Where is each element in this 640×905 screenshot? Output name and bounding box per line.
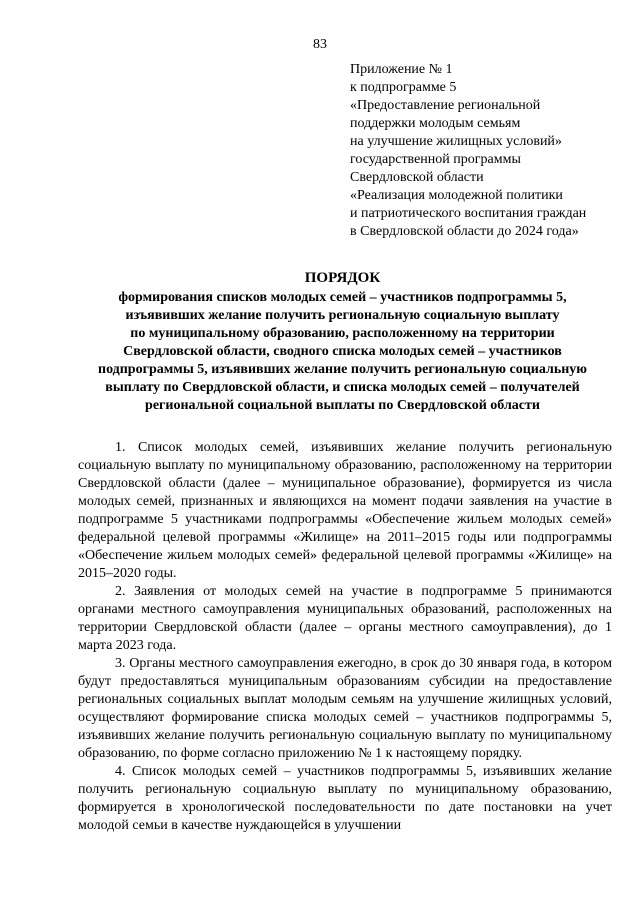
paragraph-2: 2. Заявления от молодых семей на участие в подпрограмме 5 принимаются органами местного самоуправления муниципальных образований, расположенных на территории Свердловской области (далее – органы местного самоуправления), до 1 марта 2023 года. <box>78 584 612 653</box>
title-subtitle <box>60 289 625 415</box>
title-line: Свердловской области, сводного списка молодых семей – участников <box>123 344 562 359</box>
page-number: 83 <box>313 37 327 52</box>
paragraph-4: 4. Список молодых семей – участников подпрограммы 5, изъявивших желание получить региональную социальную выплату по муниципальному образованию, формируется в хронологической последовательности по дате постановки на учет молодой семьи в качестве нуждающейся в улучшении <box>78 764 612 833</box>
appendix-line: «Реализация молодежной политики <box>350 188 563 203</box>
paragraph-3: 3. Органы местного самоуправления ежегодно, в срок до 30 января года, в котором будут предоставляться муниципальным образованиям субсидии на предоставление региональных социальных выплат молодым семьям на улучшение жилищных условий, осуществляют формирование списка молодых семей – участников подпрограммы 5, изъявивших желание получить региональную социальную выплату по муниципальному образованию, по форме согласно приложению № 1 к настоящему порядку. <box>78 656 612 761</box>
appendix-line: на улучшение жилищных условий» <box>350 134 562 149</box>
title-line: региональной социальной выплаты по Свердловской области <box>145 398 540 413</box>
appendix-reference <box>350 61 625 241</box>
title-line: по муниципальному образованию, расположенному на территории <box>130 326 555 341</box>
appendix-line: государственной программы <box>350 152 521 167</box>
document-body <box>78 439 612 835</box>
title-line: изъявивших желание получить региональную социальную выплату <box>125 308 560 323</box>
paragraph-1: 1. Список молодых семей, изъявивших желание получить региональную социальную выплату по муниципальному образованию, расположенному на территории Свердловской области (далее – муниципальное образование), формируется из числа молодых семей, признанных и являющихся на момент подачи заявления на участие в подпрограмме 5 участниками подпрограммы «Обеспечение жильем молодых семей» федеральной целевой программы «Жилище» на 2011–2015 годы или подпрограммы «Обеспечение жильем молодых семей» федеральной целевой программы «Жилище» на 2015–2020 годы. <box>78 440 612 581</box>
appendix-line: к подпрограмме 5 <box>350 80 457 95</box>
title-line: выплату по Свердловской области, и списка молодых семей – получателей <box>105 380 580 395</box>
appendix-line: и патриотического воспитания граждан <box>350 206 587 221</box>
appendix-line: Приложение № 1 <box>350 62 453 77</box>
title-heading: ПОРЯДОК <box>304 270 381 286</box>
appendix-line: в Свердловской области до 2024 года» <box>350 224 579 239</box>
appendix-line: Свердловской области <box>350 170 484 185</box>
title-line: формирования списков молодых семей – участников подпрограммы 5, <box>118 290 567 305</box>
appendix-line: «Предоставление региональной <box>350 98 541 113</box>
title-line: подпрограммы 5, изъявивших желание получить региональную социальную <box>98 362 587 377</box>
appendix-line: поддержки молодым семьям <box>350 116 521 131</box>
document-title <box>60 268 625 415</box>
